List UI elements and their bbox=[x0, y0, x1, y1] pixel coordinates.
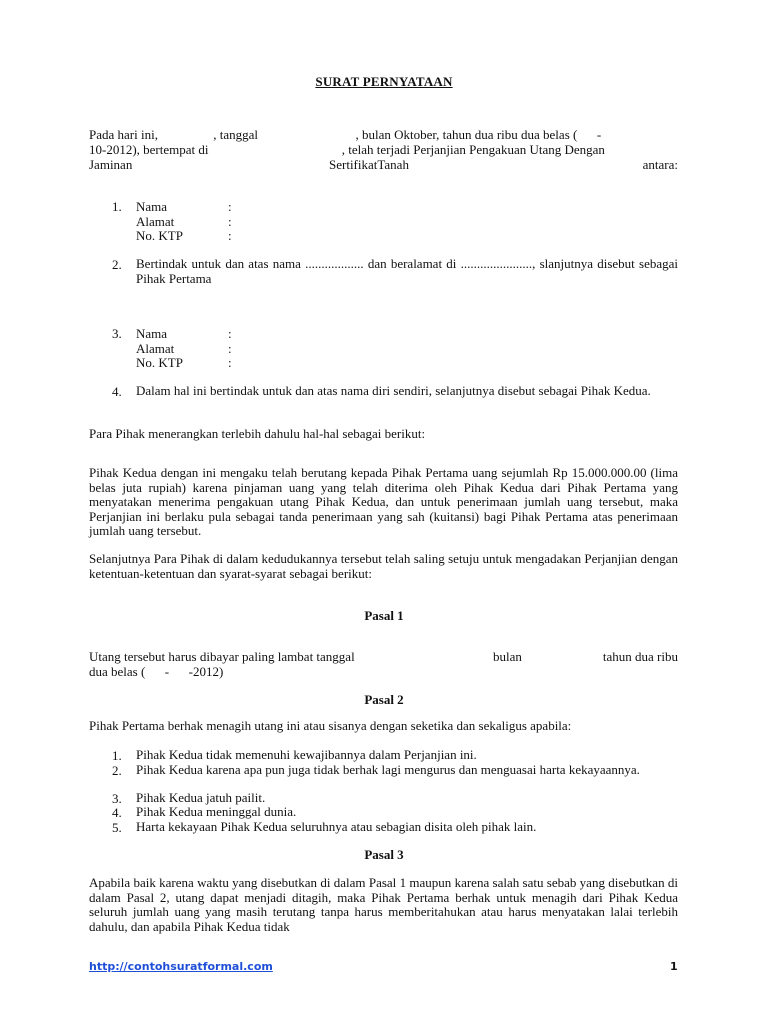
pasal-1-text-c: tahun dua ribu bbox=[602, 649, 678, 664]
pasal-1-text-b: bulan bbox=[493, 649, 522, 664]
pasal-1-line-2: dua belas ( - -2012) bbox=[89, 664, 224, 679]
para-agree: Selanjutnya Para Pihak di dalam kedudukannya tersebut telah saling setuju untuk mengadakan Perjanjian dengan ketentuan-ketentuan dan syarat-syarat sebagai berikut: bbox=[89, 551, 678, 581]
colon: : bbox=[228, 326, 232, 341]
label-ktp-1: No. KTP bbox=[136, 228, 183, 243]
pasal-2-item: Harta kekayaan Pihak Kedua seluruhnya atau sebagian disita oleh pihak lain. bbox=[136, 819, 537, 834]
list-number: 4. bbox=[112, 384, 122, 399]
pasal-3-text: Apabila baik karena waktu yang disebutkan di dalam Pasal 1 maupun karena salah satu sebab yang disebutkan di dalam Pasal 2, utang dapat menjadi ditagih, maka Pihak Pertama berhak untuk menagih dari Pihak Kedua seluruh jumlah uang yang masih terutang tanpa harus memberitahukan atau harus menyatakan lalai terlebih dahulu, dan apabila Pihak Kedua tidak bbox=[89, 875, 678, 934]
intro-line-3 bbox=[89, 158, 678, 173]
pasal-2-item: Pihak Kedua karena apa pun juga tidak berhak lagi mengurus dan menguasai harta kekayaannya. bbox=[136, 762, 640, 777]
pasal-2-intro: Pihak Pertama berhak menagih utang ini atau sisanya dengan seketika dan sekaligus apabila: bbox=[89, 718, 572, 733]
label-ktp-2: No. KTP bbox=[136, 355, 183, 370]
label-nama-2: Nama bbox=[136, 326, 168, 341]
pasal-2-item: Pihak Kedua jatuh pailit. bbox=[136, 790, 266, 805]
intro-line-1: Pada hari ini, , tanggal , bulan Oktober, tahun dua ribu dua belas ( - bbox=[89, 127, 602, 142]
list-number: 3. bbox=[112, 791, 122, 806]
list-number: 5. bbox=[112, 820, 122, 835]
document-title: SURAT PERNYATAAN bbox=[315, 74, 453, 89]
pasal-1-line-1 bbox=[89, 650, 678, 665]
intro-sertifikat: SertifikatTanah bbox=[329, 157, 409, 172]
label-alamat-1: Alamat bbox=[136, 214, 175, 229]
list-number: 2. bbox=[112, 257, 122, 272]
para-debt: Pihak Kedua dengan ini mengaku telah berutang kepada Pihak Pertama uang sejumlah Rp 15.000.000.00 (lima belas juta rupiah) karena pinjaman uang yang telah diterima oleh Pihak Kedua dari Pihak Pertama yang menyatakan menerima pengakuan utang Pihak Kedua, dan untuk penerimaan jumlah uang tersebut, maka Perjanjian ini berlaku pula sebagai tanda penerimaan yang sah (kuitansi) bagi Pihak Pertama atas penerimaan jumlah uang tersebut. bbox=[89, 465, 678, 538]
list-number: 3. bbox=[112, 326, 122, 341]
intro-line-2: 10-2012), bertempat di , telah terjadi Perjanjian Pengakuan Utang Dengan bbox=[89, 142, 605, 157]
list-number: 1. bbox=[112, 748, 122, 763]
colon: : bbox=[228, 199, 232, 214]
colon: : bbox=[228, 341, 232, 356]
pasal-2-item: Pihak Kedua tidak memenuhi kewajibannya dalam Perjanjian ini. bbox=[136, 747, 477, 762]
party1-description: Bertindak untuk dan atas nama .................. dan beralamat di ......................, slanjutnya disebut sebagai Pihak Pertama bbox=[136, 256, 678, 286]
label-alamat-2: Alamat bbox=[136, 341, 175, 356]
colon: : bbox=[228, 355, 232, 370]
intro-jaminan: Jaminan bbox=[89, 157, 133, 172]
party2-description: Dalam hal ini bertindak untuk dan atas nama diri sendiri, selanjutnya disebut sebagai Pihak Kedua. bbox=[136, 383, 651, 398]
pasal-2-heading: Pasal 2 bbox=[364, 692, 404, 707]
colon: : bbox=[228, 214, 232, 229]
page-number: 1 bbox=[670, 960, 678, 973]
pasal-3-heading: Pasal 3 bbox=[364, 847, 404, 862]
pasal-1-heading: Pasal 1 bbox=[364, 608, 404, 623]
footer-website-link[interactable]: http://contohsuratformal.com bbox=[89, 960, 273, 973]
para-intro: Para Pihak menerangkan terlebih dahulu hal-hal sebagai berikut: bbox=[89, 426, 426, 441]
list-number: 1. bbox=[112, 199, 122, 214]
intro-antara: antara: bbox=[642, 157, 678, 172]
list-number: 2. bbox=[112, 763, 122, 778]
list-number: 4. bbox=[112, 805, 122, 820]
label-nama-1: Nama bbox=[136, 199, 168, 214]
pasal-1-text-a: Utang tersebut harus dibayar paling lambat tanggal bbox=[89, 649, 355, 664]
pasal-2-item: Pihak Kedua meninggal dunia. bbox=[136, 804, 297, 819]
colon: : bbox=[228, 228, 232, 243]
